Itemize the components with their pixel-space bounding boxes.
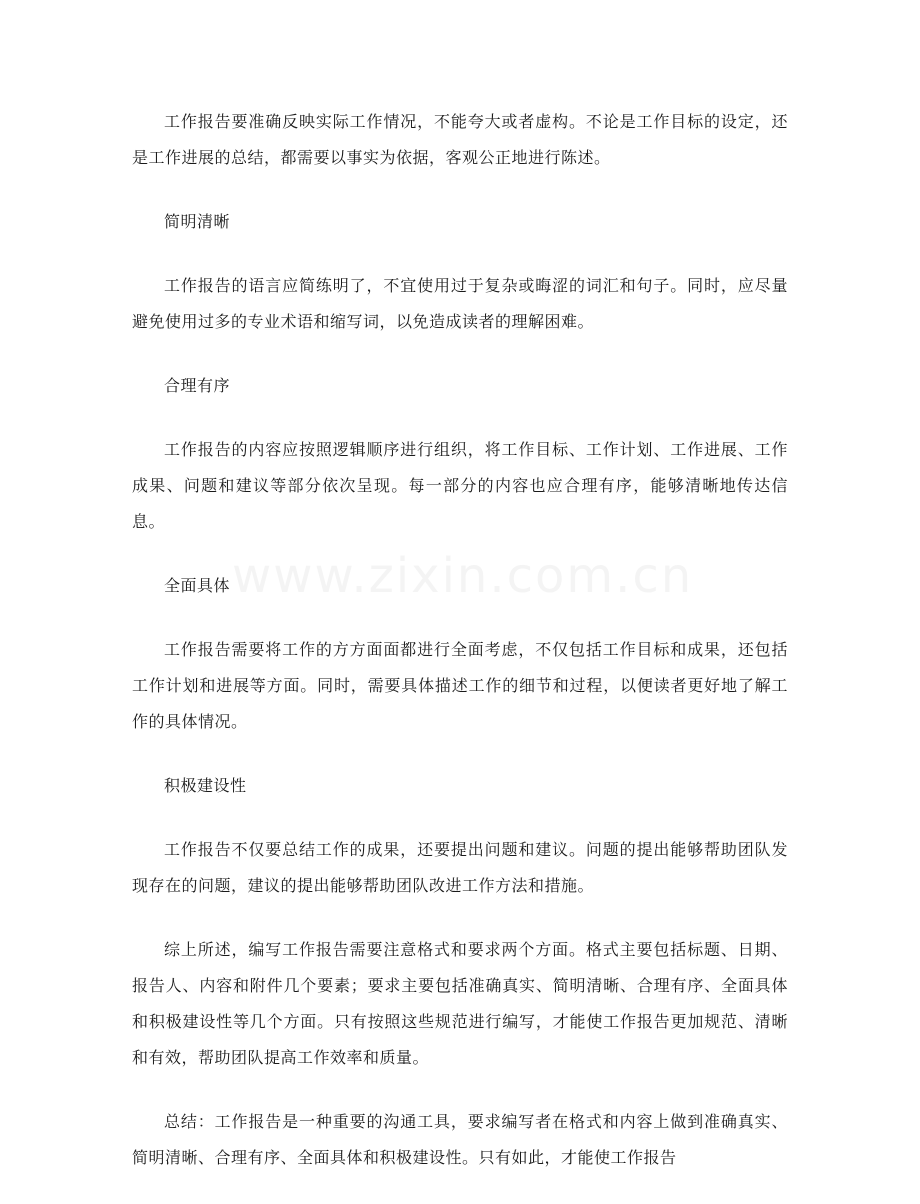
heading-constructive: 积极建设性 (164, 776, 247, 795)
paragraph-final-summary: 总结：工作报告是一种重要的沟通工具，要求编写者在格式和内容上做到准确真实、简明清晰、合理有序、全面具体和积极建设性。只有如此，才能使工作报告 (132, 1112, 788, 1167)
watermark: www.zixin.com.cn (232, 548, 694, 604)
paragraph-constructive: 工作报告不仅要总结工作的成果，还要提出问题和建议。问题的提出能够帮助团队发现存在的问题，建议的提出能够帮助团队改进工作方法和措施。 (132, 840, 788, 895)
paragraph-accuracy: 工作报告要准确反映实际工作情况，不能夸大或者虚构。不论是工作目标的设定，还是工作进展的总结，都需要以事实为依据，客观公正地进行陈述。 (132, 112, 788, 167)
heading-concise-clear: 简明清晰 (164, 212, 231, 231)
heading-comprehensive: 全面具体 (164, 576, 231, 595)
paragraph-reasonable-order: 工作报告的内容应按照逻辑顺序进行组织，将工作目标、工作计划、工作进展、工作成果、问题和建议等部分依次呈现。每一部分的内容也应合理有序，能够清晰地传达信息。 (132, 440, 788, 531)
document-body (132, 104, 788, 1204)
paragraph-summary-conclusion: 综上所述，编写工作报告需要注意格式和要求两个方面。格式主要包括标题、日期、报告人、内容和附件几个要素；要求主要包括准确真实、简明清晰、合理有序、全面具体和积极建设性等几个方面。只有按照这些规范进行编写，才能使工作报告更加规范、清晰和有效，帮助团队提高工作效率和质量。 (132, 940, 788, 1067)
heading-reasonable-order: 合理有序 (164, 376, 231, 395)
paragraph-comprehensive: 工作报告需要将工作的方方面面都进行全面考虑，不仅包括工作目标和成果，还包括工作计划和进展等方面。同时，需要具体描述工作的细节和过程，以便读者更好地了解工作的具体情况。 (132, 640, 788, 731)
paragraph-concise-clear: 工作报告的语言应简练明了，不宜使用过于复杂或晦涩的词汇和句子。同时，应尽量避免使用过多的专业术语和缩写词，以免造成读者的理解困难。 (132, 276, 788, 331)
